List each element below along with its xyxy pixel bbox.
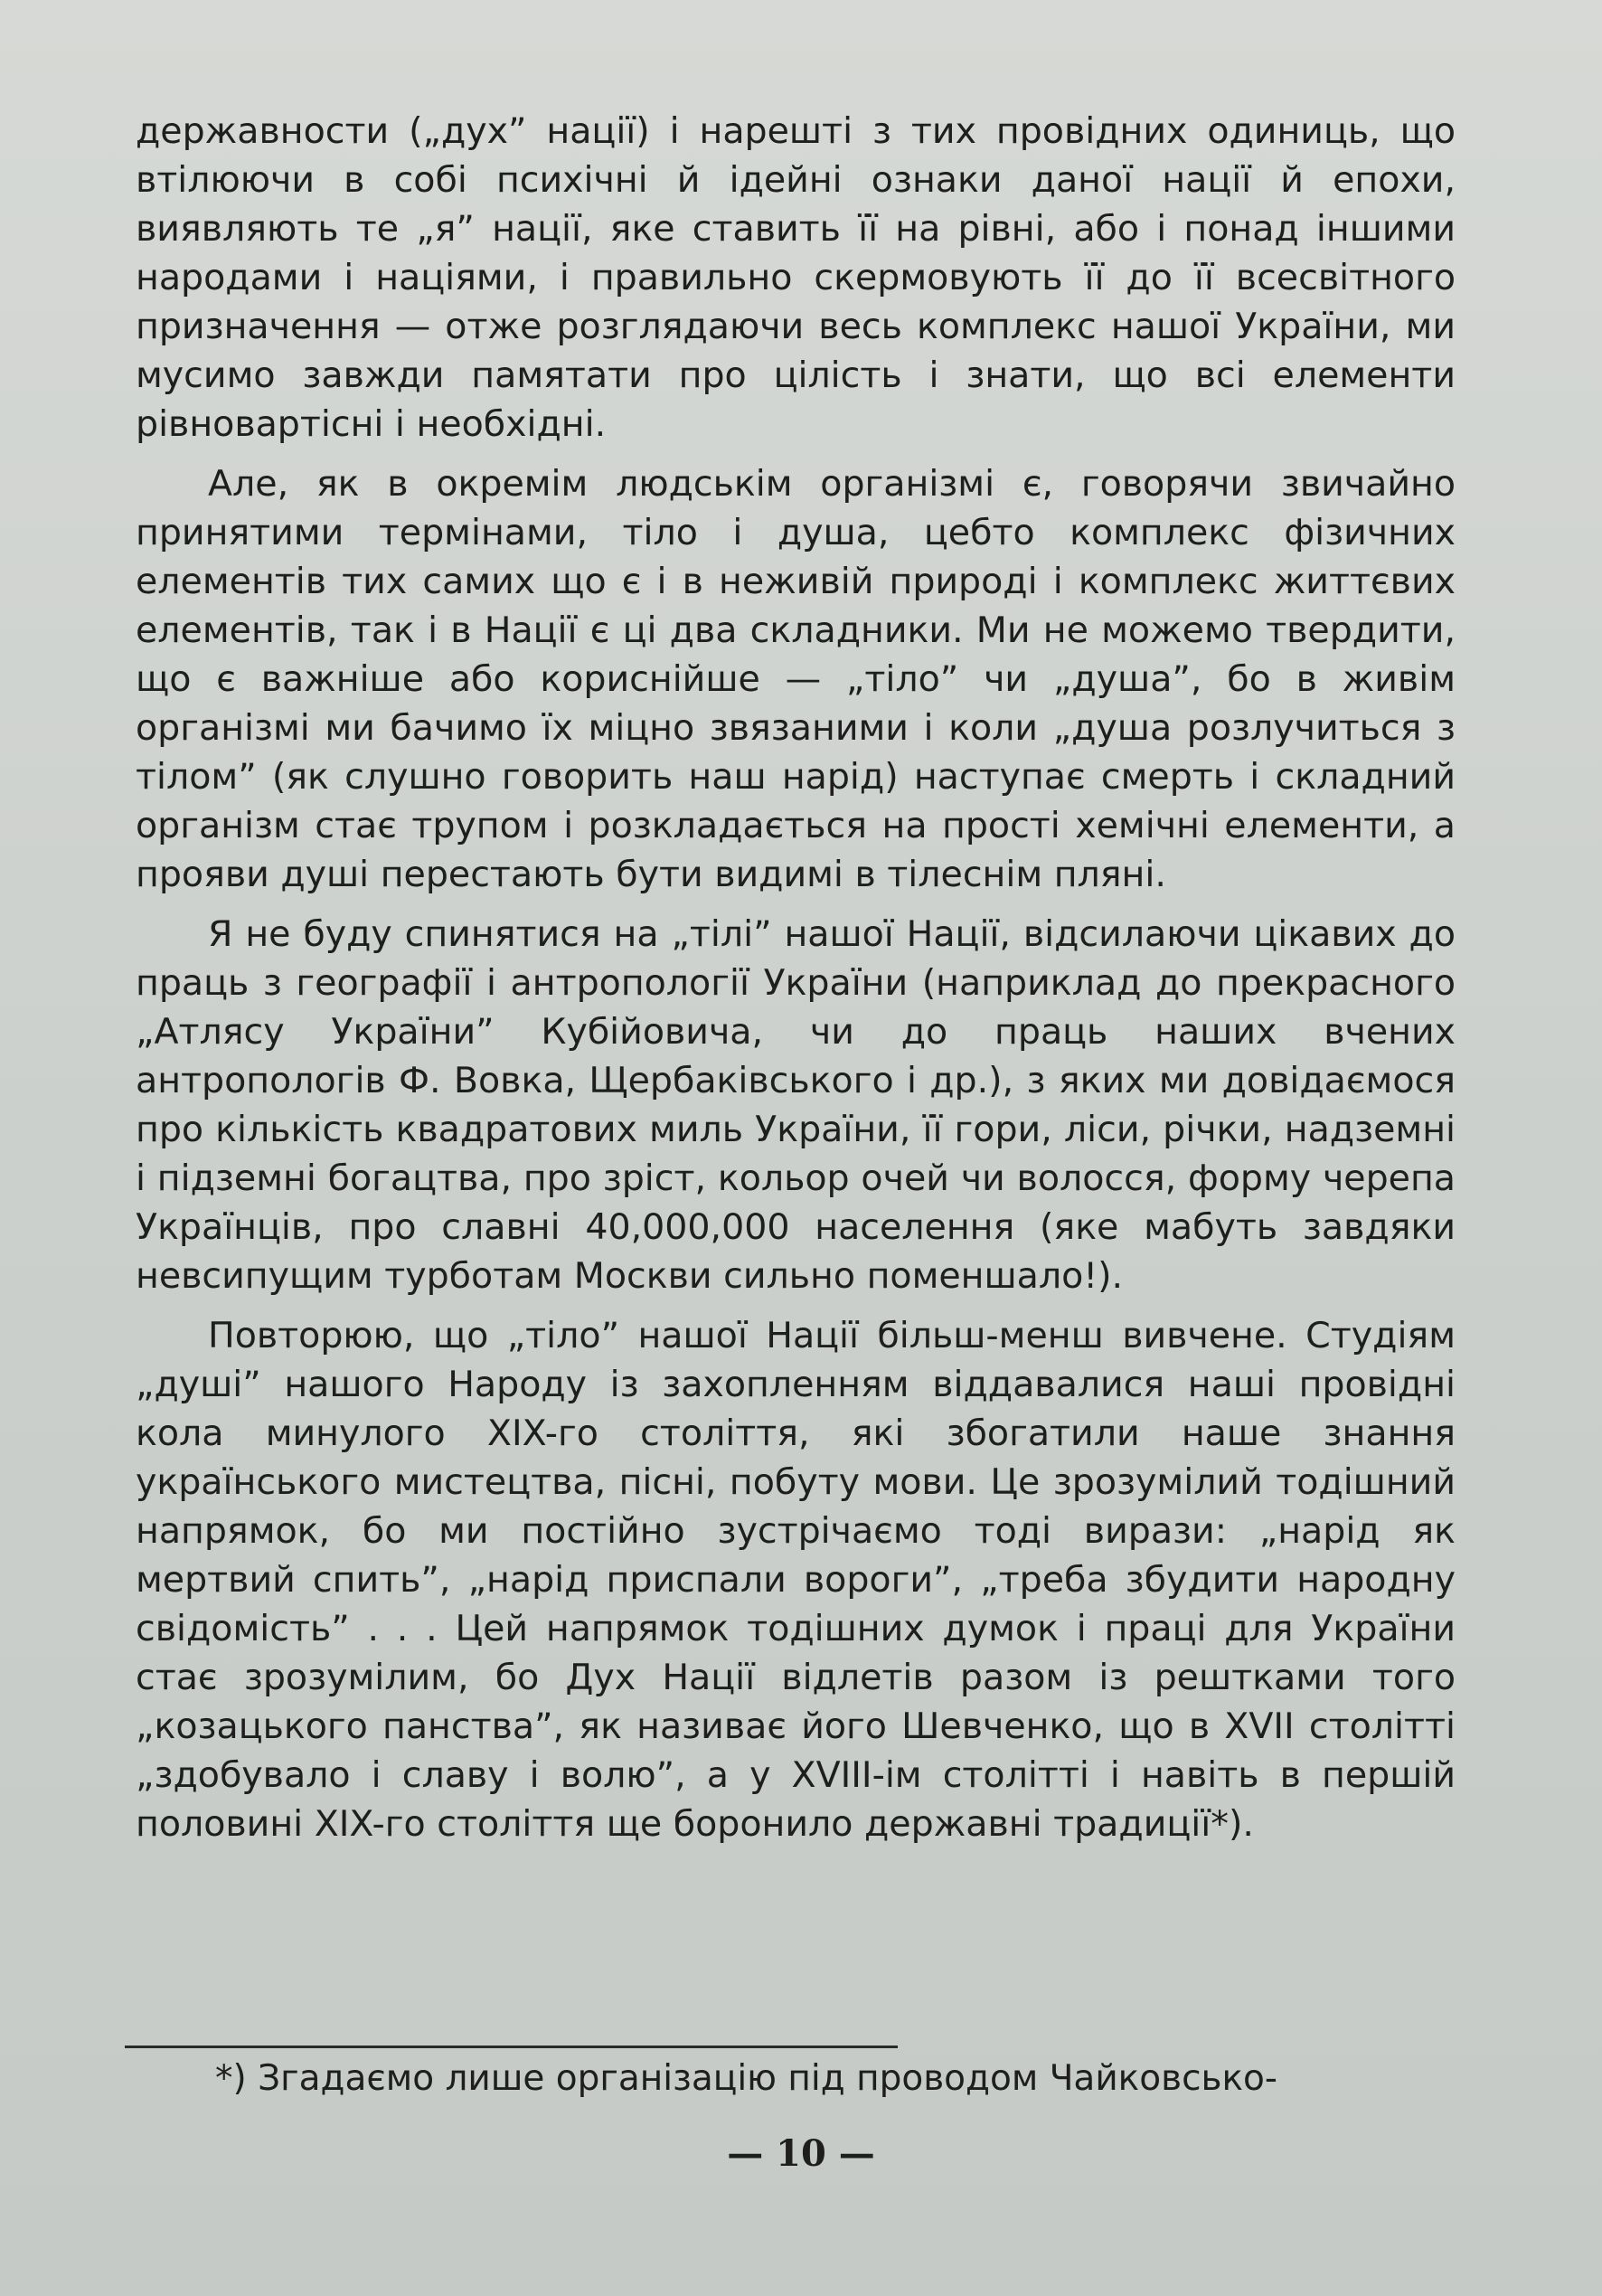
paragraph-1: державности („дух” нації) і нарешті з тих провідних одиниць, що втілюючи в собі психічні й ідейні ознаки даної нації й епохи, виявляють те „я” нації, яке ставить її на рівні, або і понад іншими народами і націями, і правильно скермовують її до її всесвітного призначення — отже розглядаючи весь комплекс нашої України, ми мусимо завжди памятати про цілість і знати, що всі елементи рівновартісні і необхідні.: [136, 110, 1456, 445]
main-text: [136, 107, 1456, 1848]
footnote-divider: [125, 2046, 898, 2048]
paragraph-2: Але, як в окремім людськім організмі є, говорячи звичайно принятими термінами, тіло і душа, цебто комплекс фізичних елементів тих самих що є і в неживій природі і комплекс життєвих елементів, так і в Нації є ці два складники. Ми не можемо твердити, що є важніше або кориснійше — „тіло” чи „душа”, бо в живім організмі ми бачимо їх міцно звязаними і коли „душа розлучиться з тілом” (як слушно говорить наш нарід) наступає смерть і складний організм стає трупом і розкладається на прості хемічні елементи, а прояви душі перестають бути видимі в тілеснім пляні.: [136, 463, 1456, 895]
footnote: *) Згадаємо лише організацію під проводом Чайковсько-: [215, 2058, 1277, 2099]
paragraph-4: Повторюю, що „тіло” нашої Нації більш-менш вивчене. Студіям „душі” нашого Народу із захопленням віддавалися наші провідні кола минулого XIX-го століття, які збогатили наше знання українського мистецтва, пісні, побуту мови. Це зрозумілий тодішний напрямок, бо ми постійно зустрічаємо тоді вирази: „нарід як мертвий спить”, „нарід приспали вороги”, „треба збудити народну свідомість” . . . Цей напрямок тодішних думок і праці для України стає зрозумілим, бо Дух Нації відлетів разом із рештками того „козацького панства”, як називає його Шевченко, що в XVII столітті „здобувало і славу і волю”, а у XVIII-ім столітті і навіть в першій половині XIX-го століття ще боронило державні традиції*).: [136, 1315, 1456, 1845]
paragraph-3: Я не буду спинятися на „тілі” нашої Нації, відсилаючи цікавих до праць з географії і антропології України (наприклад до прекрасного „Атлясу України” Кубійовича, чи до праць наших вчених антропологів Ф. Вовка, Щербаківського і др.), з яких ми довідаємося про кількість квадратових миль України, її гори, ліси, річки, надземні і підземні богацтва, про зріст, кольор очей чи волосся, форму черепа Українців, про славні 40,000,000 населення (яке мабуть завдяки невсипущим турботам Москви сильно поменшало!).: [136, 913, 1456, 1297]
page-number: — 10 —: [727, 2132, 875, 2175]
